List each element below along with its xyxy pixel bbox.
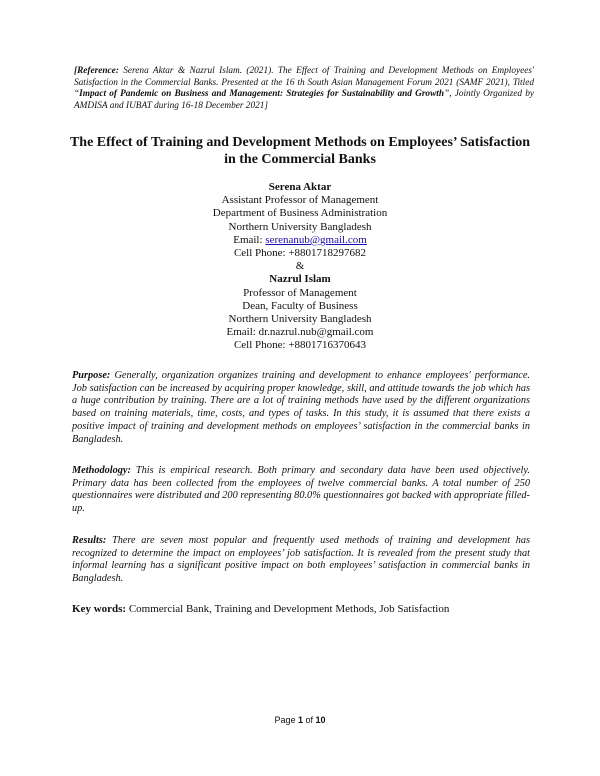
author-1-position: Assistant Professor of Management — [221, 194, 379, 207]
reference-note — [74, 66, 534, 112]
results-text: There are seven most popular and frequently used methods of training and development has recognized to determine the impact on employees’ job satisfaction. It is revealed from the present study that informal learning has a significant positive impact on both employees’ satisfaction in commercial banks in Bangladesh. — [72, 535, 530, 585]
author-1-department: Department of Business Administration — [212, 207, 388, 220]
paper-title — [60, 134, 540, 168]
results-section — [72, 535, 530, 586]
page-of-label: of — [303, 715, 316, 725]
keywords-section — [72, 603, 530, 616]
reference-conference-title: Impact of Pandemic on Business and Management: Strategies for Sustainability and Growth — [79, 89, 445, 100]
author-separator: & — [295, 260, 305, 273]
purpose-text: Generally, organization organizes training and development to enhance employees' performance. Job satisfaction can be increased by acquiring proper knowledge, skill, and attitude towards the job which has a huge contribution by training. There are a lot of training methods have used by the different organizations based on training materials, time, costs, and types of tasks. In this study, it is assumed that there exists a positive impact of training and development methods on employees’ satisfaction in the commercial banks in Bangladesh. — [72, 370, 530, 445]
reference-prefix: [Reference: — [74, 66, 119, 76]
page-number: 1 — [297, 715, 303, 725]
results-label: Results: — [72, 535, 107, 546]
author-2-university: Northern University Bangladesh — [228, 313, 372, 326]
paper-title-line-1: The Effect of Training and Development Methods on Employees’ Satisfaction — [69, 135, 531, 150]
page-label: Page — [274, 715, 298, 725]
reference-text-end: ”, Jointly Organized by AMDISA and IUBAT during 16-18 December 2021] — [74, 89, 535, 111]
total-pages: 10 — [315, 715, 326, 725]
reference-text: Serena Aktar & Nazrul Islam. (2021). The Effect of Training and Development Methods on Employees' Satisfaction in the Commercial Banks. Presented at the 16 th South Asian Management Forum 2021 (SAMF 2021), Titled “ — [74, 66, 534, 100]
author-2-name: Nazrul Islam — [269, 273, 331, 286]
author-2-email: Email: dr.nazrul.nub@gmail.com — [226, 326, 374, 339]
author-1-name: Serena Aktar — [268, 181, 332, 193]
author-1-phone: Cell Phone: +8801718297682 — [233, 247, 367, 260]
author-2-position: Professor of Management — [243, 286, 357, 299]
methodology-section — [72, 465, 530, 516]
author-2-phone: Cell Phone: +8801716370643 — [233, 339, 367, 352]
methodology-label: Methodology: — [72, 465, 131, 476]
methodology-text: This is empirical research. Both primary and secondary data have been used objectively. Primary data has been collected from the employees of twelve commercial banks. A total number of 250 questionnaires were distributed and 200 representing 80.0% questionnaires got backed with appropriate filled-up. — [72, 465, 530, 515]
page-footer — [0, 715, 600, 725]
author-block — [100, 181, 500, 353]
author-1-email-label: Email: — [233, 233, 266, 246]
author-1-university: Northern University Bangladesh — [228, 220, 372, 233]
author-1-email-line — [100, 234, 500, 247]
purpose-section — [72, 370, 530, 446]
author-1-email-link[interactable]: serenanub@gmail.com — [265, 233, 367, 246]
keywords-label: Key words: — [72, 603, 127, 615]
keywords-text: Commercial Bank, Training and Development Methods, Job Satisfaction — [126, 603, 450, 615]
author-2-department: Dean, Faculty of Business — [242, 299, 358, 312]
purpose-label: Purpose: — [72, 370, 111, 381]
paper-title-line-2: in the Commercial Banks — [224, 152, 376, 167]
